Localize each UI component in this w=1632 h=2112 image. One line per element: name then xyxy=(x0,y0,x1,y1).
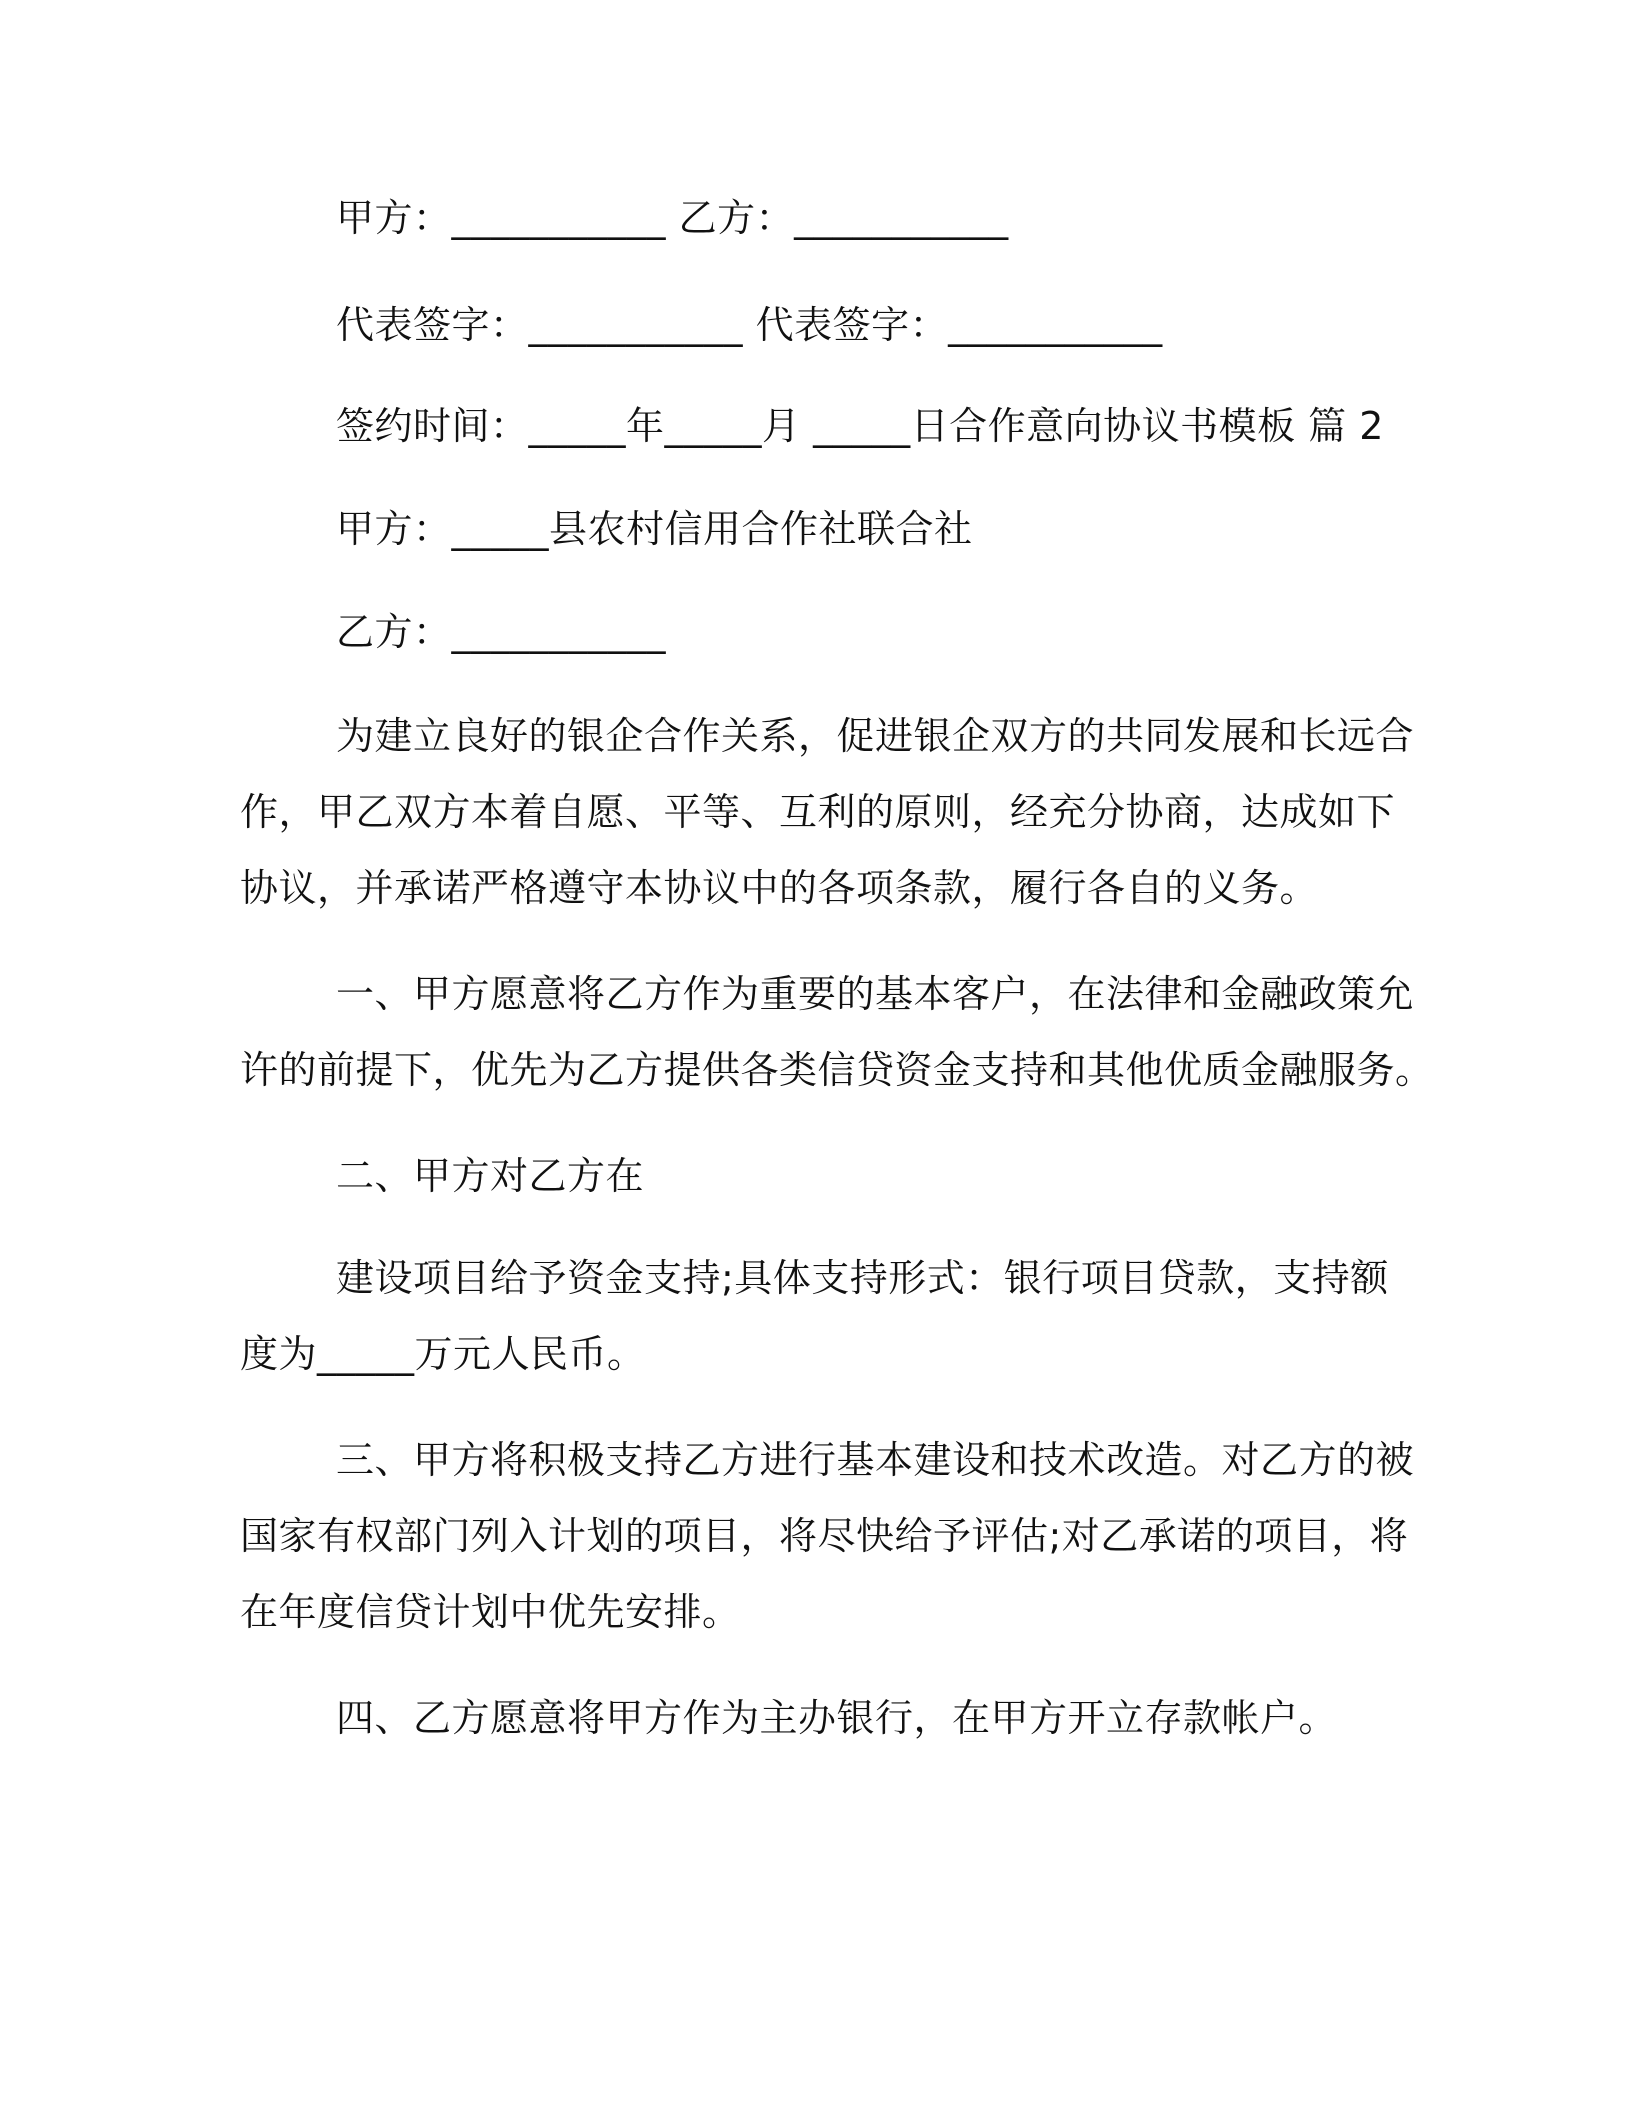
clause-3-line-3: 在年度信贷计划中优先安排。 xyxy=(240,1590,741,1634)
paragraph-intro-line-2: 作，甲乙双方本着自愿、平等、互利的原则，经充分协商，达成如下 xyxy=(240,790,1396,834)
clause-4-line-1: 四、乙方愿意将甲方作为主办银行，在甲方开立存款帐户。 xyxy=(336,1696,1338,1740)
clause-1-line-1: 一、甲方愿意将乙方作为重要的基本客户，在法律和金融政策允 xyxy=(336,972,1415,1016)
clause-2-line-2: 度为_____万元人民币。 xyxy=(240,1332,646,1376)
party-a-line: 甲方：_____县农村信用合作社联合社 xyxy=(336,507,973,551)
signing-date-line: 签约时间：_____年_____月 _____日合作意向协议书模板 篇 2 xyxy=(336,404,1384,448)
representative-signature-line: 代表签字：___________ 代表签字：___________ xyxy=(336,303,1163,347)
party-b-line: 乙方：___________ xyxy=(336,610,667,654)
paragraph-intro-line-1: 为建立良好的银企合作关系，促进银企双方的共同发展和长远合 xyxy=(336,714,1415,758)
clause-3-line-2: 国家有权部门列入计划的项目，将尽快给予评估;对乙承诺的项目，将 xyxy=(240,1514,1409,1558)
party-a-b-line: 甲方：___________ 乙方：___________ xyxy=(336,196,1009,240)
paragraph-intro-line-3: 协议，并承诺严格遵守本协议中的各项条款，履行各自的义务。 xyxy=(240,866,1319,910)
clause-3-line-1: 三、甲方将积极支持乙方进行基本建设和技术改造。对乙方的被 xyxy=(336,1438,1415,1482)
clause-2-line-1: 建设项目给予资金支持;具体支持形式：银行项目贷款，支持额 xyxy=(336,1256,1389,1300)
clause-2-heading: 二、甲方对乙方在 xyxy=(336,1154,645,1198)
clause-1-line-2: 许的前提下，优先为乙方提供各类信贷资金支持和其他优质金融服务。 xyxy=(240,1048,1434,1092)
